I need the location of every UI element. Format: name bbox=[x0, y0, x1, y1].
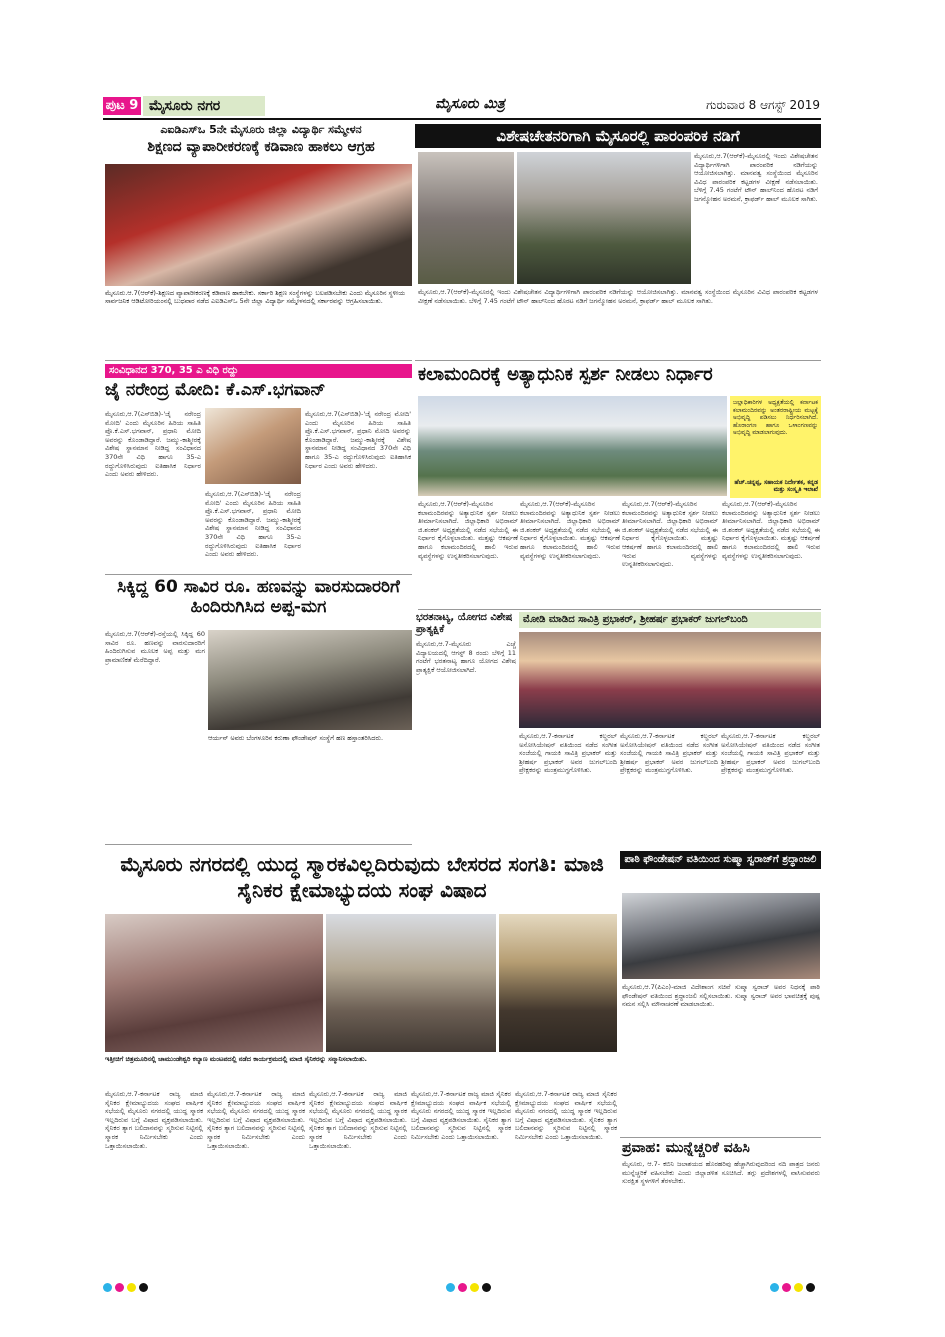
story8-body-col3: ಮೈಸೂರು,ಆ.7-ಕರ್ನಾಟಕ ರಾಜ್ಯ ಮಾಜಿ ಸೈನಿಕರ ಕ್ಷೇಮಾಭ್ಯುದಯ ಸಂಘದ ವಾರ್ಷಿಕ ಸಭೆಯಲ್ಲಿ ಮೈಸೂರು ನಗರದಲ್ಲಿ ಯುದ್ಧ ಸ್ಮಾರಕ ಇಲ್ಲದಿರುವ ಬಗ್ಗೆ ವಿಷಾದ ವ್ಯಕ್ತಪಡಿಸಲಾಯಿತು. ಸೈನಿಕರ ತ್ಯಾಗ ಬಲಿದಾನವನ್ನು ಸ್ಮರಿಸುವ ನಿಟ್ಟಿನಲ್ಲಿ ಸ್ಮಾರಕ ನಿರ್ಮಿಸಬೇಕು ಎಂದು ಒತ್ತಾಯಿಸಲಾಯಿತು. bbox=[309, 1090, 407, 1150]
masthead-logo: ಮೈಸೂರು ಮಿತ್ರ bbox=[435, 96, 505, 112]
story6-headline: ಭರತನಾಟ್ಯ, ಯೋಗದ ವಿಶೇಷ ಪ್ರಾತ್ಯಕ್ಷಿಕೆ bbox=[416, 612, 513, 635]
story4-headline: ಕಲಾಮಂದಿರಕ್ಕೆ ಅತ್ಯಾಧುನಿಕ ಸ್ಪರ್ಶ ನೀಡಲು ನಿರ್ಧಾರ bbox=[418, 364, 713, 385]
section-title: ಮೈಸೂರು ನಗರ bbox=[143, 96, 265, 116]
story3-headline: ಜೈ ನರೇಂದ್ರ ಮೋದಿ: ಕೆ.ಎಸ್.ಭಗವಾನ್ bbox=[105, 380, 326, 400]
story3-body-col1: ಮೈಸೂರು,ಆ.7(ಎಸ್‌ಬಿಡಿ)-'ಜೈ ನರೇಂದ್ರ ಮೋದಿ' ಎಂದು ಮೈಸೂರಿನ ಹಿರಿಯ ಸಾಹಿತಿ ಪ್ರೊ.ಕೆ.ಎಸ್.ಭಗವಾನ್, ಪ್ರಧಾನಿ ಮೋದಿ ಅವರನ್ನು ಕೊಂಡಾಡಿದ್ದಾರೆ. ಜಮ್ಮು-ಕಾಶ್ಮೀರಕ್ಕೆ ವಿಶೇಷ ಸ್ಥಾನಮಾನ ನೀಡಿದ್ದ ಸಂವಿಧಾನದ 370ನೇ ವಿಧಿ ಹಾಗೂ 35-ಎ ರದ್ದುಗೊಳಿಸಿರುವುದು ಐತಿಹಾಸಿಕ ನಿರ್ಧಾರ ಎಂದು ಅವರು ಹೇಳಿದರು. bbox=[105, 410, 201, 479]
story4-body-col4: ಮೈಸೂರು,ಆ.7(ಆರ್‌ಕೆ)-ಮೈಸೂರಿನ ಕಲಾಮಂದಿರವನ್ನು ಅತ್ಯಾಧುನಿಕ ಸ್ಪರ್ಶ ನೀಡಲು ತೀರ್ಮಾನಿಸಲಾಗಿದೆ. ಜಿಲ್ಲಾಧಿಕಾರಿ ಅಭಿರಾಮ್ ಜಿ.ಶಂಕರ್ ಅಧ್ಯಕ್ಷತೆಯಲ್ಲಿ ನಡೆದ ಸಭೆಯಲ್ಲಿ ಈ ನಿರ್ಧಾರ ಕೈಗೊಳ್ಳಲಾಯಿತು. ಮತ್ತಷ್ಟು ಆಕರ್ಷಣೆ ಹಾಗೂ ಕಲಾಮಂದಿರದಲ್ಲಿ ಹಾಲಿ ಇರುವ ವ್ಯವಸ್ಥೆಗಳನ್ನು ಉನ್ನತೀಕರಿಸಲಾಗುವುದು. bbox=[722, 500, 820, 560]
story8-body-col1: ಮೈಸೂರು,ಆ.7-ಕರ್ನಾಟಕ ರಾಜ್ಯ ಮಾಜಿ ಸೈನಿಕರ ಕ್ಷೇಮಾಭ್ಯುದಯ ಸಂಘದ ವಾರ್ಷಿಕ ಸಭೆಯಲ್ಲಿ ಮೈಸೂರು ನಗರದಲ್ಲಿ ಯುದ್ಧ ಸ್ಮಾರಕ ಇಲ್ಲದಿರುವ ಬಗ್ಗೆ ವಿಷಾದ ವ್ಯಕ್ತಪಡಿಸಲಾಯಿತು. ಸೈನಿಕರ ತ್ಯಾಗ ಬಲಿದಾನವನ್ನು ಸ್ಮರಿಸುವ ನಿಟ್ಟಿನಲ್ಲಿ ಸ್ಮಾರಕ ನಿರ್ಮಿಸಬೇಕು ಎಂದು ಒತ್ತಾಯಿಸಲಾಯಿತು. bbox=[105, 1090, 203, 1150]
registration-marks-left bbox=[103, 1277, 151, 1296]
registration-marks-center bbox=[446, 1277, 494, 1296]
story4-body-col1: ಮೈಸೂರು,ಆ.7(ಆರ್‌ಕೆ)-ಮೈಸೂರಿನ ಕಲಾಮಂದಿರವನ್ನು ಅತ್ಯಾಧುನಿಕ ಸ್ಪರ್ಶ ನೀಡಲು ತೀರ್ಮಾನಿಸಲಾಗಿದೆ. ಜಿಲ್ಲಾಧಿಕಾರಿ ಅಭಿರಾಮ್ ಜಿ.ಶಂಕರ್ ಅಧ್ಯಕ್ಷತೆಯಲ್ಲಿ ನಡೆದ ಸಭೆಯಲ್ಲಿ ಈ ನಿರ್ಧಾರ ಕೈಗೊಳ್ಳಲಾಯಿತು. ಮತ್ತಷ್ಟು ಆಕರ್ಷಣೆ ಹಾಗೂ ಕಲಾಮಂದಿರದಲ್ಲಿ ಹಾಲಿ ಇರುವ ವ್ಯವಸ್ಥೆಗಳನ್ನು ಉನ್ನತೀಕರಿಸಲಾಗುವುದು. bbox=[418, 500, 518, 560]
veterans-audience-photo bbox=[105, 914, 323, 1052]
heritage-walk-photo-1 bbox=[418, 152, 514, 284]
story3-kicker: ಸಂವಿಧಾನದ 370, 35 ಎ ವಿಧಿ ರದ್ದು bbox=[105, 364, 412, 378]
veterans-felicitation-photo bbox=[499, 914, 617, 1052]
story1-kicker: ಎಐಡಿಎಸ್‌ಒ 5ನೇ ಮೈಸೂರು ಜಿಲ್ಲಾ ವಿದ್ಯಾರ್ಥಿ ಸಮ್ಮೇಳನ bbox=[160, 123, 362, 136]
divider bbox=[415, 360, 821, 361]
story7-headline: ಮೋಡಿ ಮಾಡಿದ ಸಾವಿತ್ರಿ ಪ್ರಭಾಕರ್, ಶ್ರೀಹರ್ಷ ಪ್ರಭಾಕರ್ ಜುಗಲ್‌ಬಂದಿ bbox=[519, 612, 821, 628]
issue-date: ಗುರುವಾರ 8 ಆಗಸ್ಟ್ 2019 bbox=[706, 98, 820, 112]
bhagavan-portrait-photo bbox=[205, 408, 301, 484]
story5-caption: ಆರ್ಯನ್ ಅವರು ಬೆಂಗಳೂರಿನ ಕರುಣಾ ಫೌಂಡೇಷನ್ ಸಂಸ್ಥೆಗೆ ಹಣ ಹಸ್ತಾಂತರಿಸಿದರು. bbox=[208, 734, 384, 742]
kalamandira-building-photo bbox=[418, 396, 727, 496]
story5-headline: ಸಿಕ್ಕಿದ್ದ 60 ಸಾವಿರ ರೂ. ಹಣವನ್ನು ವಾರಸುದಾರರಿಗೆ ಹಿಂದಿರುಗಿಸಿದ ಅಪ್ಪ-ಮಗ bbox=[117, 577, 400, 617]
story5-body-col1: ಮೈಸೂರು,ಆ.7(ಆರ್‌ಕೆ)-ರಸ್ತೆಯಲ್ಲಿ ಸಿಕ್ಕಿದ್ದ 60 ಸಾವಿರ ರೂ. ಹಣವನ್ನು ವಾರಸುದಾರರಿಗೆ ಹಿಂದಿರುಗಿಸುವ ಮೂಲಕ ಅಪ್ಪ ಮತ್ತು ಮಗ ಪ್ರಾಮಾಣಿಕತೆ ಮೆರೆದಿದ್ದಾರೆ. bbox=[105, 630, 205, 664]
story4-sidebar-text: ಜಲ್ಲಾಧಿಕಾರಿಗಳ ಅಧ್ಯಕ್ಷತೆಯಲ್ಲಿ ಕರ್ನಾಟಕ ಕಲಾಮಂದಿರವನ್ನು ಅಂತರರಾಷ್ಟ್ರೀಯ ಮಟ್ಟಕ್ಕೆ ಅಭಿವೃದ್ಧಿ ಪಡಿಸಲು ನಿರ್ಧರಿಸಲಾಗಿದೆ. ಹೊರಾಂಗಣ ಹಾಗೂ ಒಳಾಂಗಣವನ್ನು ಅಭಿವೃದ್ಧಿ ಮಾಡಲಾಗುವುದು. bbox=[733, 399, 818, 437]
story7-body-col2: ಮೈಸೂರು,ಆ.7-ಕರ್ನಾಟಕ ಕಲ್ಚರಲ್ ಅಸೋಸಿಯೇಷನ್ ವತಿಯಿಂದ ನಡೆದ ಸಂಗೀತ ಸಂಜೆಯಲ್ಲಿ ಗಾಯಕಿ ಸಾವಿತ್ರಿ ಪ್ರಭಾಕರ್ ಮತ್ತು ಶ್ರೀಹರ್ಷ ಪ್ರಭಾಕರ್ ಅವರ ಜುಗಲ್‌ಬಂದಿ ಪ್ರೇಕ್ಷಕರನ್ನು ಮಂತ್ರಮುಗ್ಧಗೊಳಿಸಿತು. bbox=[620, 732, 718, 775]
story2-body-continued: ಮೈಸೂರು,ಆ.7(ಆರ್‌ಕೆ)-ಮೈಸೂರಲ್ಲಿ ಇಂದು ವಿಶೇಷಚೇತನ ವಿದ್ಯಾರ್ಥಿಗಳಿಗಾಗಿ ಪಾರಂಪರಿಕ ನಡಿಗೆಯನ್ನು ಆಯೋಜಿಸಲಾಗಿತ್ತು. ಮಾನವತ್ವ ಸಂಸ್ಥೆಯಿಂದ ಮೈಸೂರಿನ ವಿವಿಧ ಪಾರಂಪರಿಕ ಕಟ್ಟಡಗಳ ವೀಕ್ಷಣೆ ನಡೆಸಲಾಯಿತು. ಬೆಳಿಗ್ಗೆ 7.45 ಗಂಟೆಗೆ ಟೌನ್ ಹಾಲ್‌ನಿಂದ ಹೊರಟ ನಡಿಗೆ ಜಗನ್ಮೋಹನ ಅರಮನೆ, ಕ್ರಾಫರ್ಡ್ ಹಾಲ್ ಮೂಲಕ ಸಾಗಿತು. bbox=[418, 288, 818, 305]
story10-body: ಮೈಸೂರು, ಆ.7- ಕಬಿನಿ ಜಲಾಶಯದ ಹೊರಹರಿವು ಹೆಚ್ಚಾಗಿರುವುದರಿಂದ ನದಿ ಪಾತ್ರದ ಜನರು ಮುನ್ನೆಚ್ಚರಿಕೆ ವಹಿಸಬೇಕು ಎಂದು ಜಿಲ್ಲಾಡಳಿತ ಸೂಚಿಸಿದೆ. ತಗ್ಗು ಪ್ರದೇಶಗಳಲ್ಲಿ ವಾಸಿಸುವವರು ಸುರಕ್ಷಿತ ಸ್ಥಳಗಳಿಗೆ ತೆರಳಬೇಕು. bbox=[622, 1160, 820, 1186]
story10-headline: ಪ್ರವಾಹ: ಮುನ್ನೆಚ್ಚರಿಕೆ ವಹಿಸಿ bbox=[622, 1140, 750, 1156]
divider bbox=[105, 360, 412, 361]
story8-headline: ಮೈಸೂರು ನಗರದಲ್ಲಿ ಯುದ್ಧ ಸ್ಮಾರಕವಿಲ್ಲದಿರುವುದು ಬೇಸರದ ಸಂಗತಿ: ಮಾಜಿ ಸೈನಿಕರ ಕ್ಷೇಮಾಭ್ಯುದಯ ಸಂಘ ವಿಷಾದ bbox=[120, 852, 604, 902]
story1-caption: ಮೈಸೂರು.ಆ.7(ಆರ್‌ಕೆ)-ಶಿಕ್ಷಣದ ವ್ಯಾಪಾರೀಕರಣಕ್ಕೆ ಕಡಿವಾಣ ಹಾಕಬೇಕು. ಸರ್ಕಾರಿ ಶಿಕ್ಷಣ ಸಂಸ್ಥೆಗಳನ್ನು ಬಲಪಡಿಸಬೇಕು ಎಂದು ಮೈಸೂರಿನ ಸ್ಥಳೀಯ ಸಾರ್ವಜನಿಕ ಆಡಿಟೋರಿಯಂನಲ್ಲಿ ಬುಧವಾರ ನಡೆದ ಎಐಡಿಎಸ್‌ಒ 5ನೇ ಜಿಲ್ಲಾ ವಿದ್ಯಾರ್ಥಿ ಸಮ್ಮೇಳನದಲ್ಲಿ ಸರ್ಕಾರವನ್ನು ಆಗ್ರಹಿಸಲಾಯಿತು. bbox=[105, 289, 406, 306]
divider bbox=[105, 844, 412, 845]
divider bbox=[620, 1137, 821, 1138]
story2-body: ಮೈಸೂರು,ಆ.7(ಆರ್‌ಕೆ)-ಮೈಸೂರಲ್ಲಿ ಇಂದು ವಿಶೇಷಚೇತನ ವಿದ್ಯಾರ್ಥಿಗಳಿಗಾಗಿ ಪಾರಂಪರಿಕ ನಡಿಗೆಯನ್ನು ಆಯೋಜಿಸಲಾಗಿತ್ತು. ಮಾನವತ್ವ ಸಂಸ್ಥೆಯಿಂದ ಮೈಸೂರಿನ ವಿವಿಧ ಪಾರಂಪರಿಕ ಕಟ್ಟಡಗಳ ವೀಕ್ಷಣೆ ನಡೆಸಲಾಯಿತು. ಬೆಳಿಗ್ಗೆ 7.45 ಗಂಟೆಗೆ ಟೌನ್ ಹಾಲ್‌ನಿಂದ ಹೊರಟ ನಡಿಗೆ ಜಗನ್ಮೋಹನ ಅರಮನೆ, ಕ್ರಾಫರ್ಡ್ ಹಾಲ್ ಮೂಲಕ ಸಾಗಿತು. bbox=[694, 152, 818, 203]
story9-headline-line1: ಪಾಠಿ ಫೌಂಡೇಷನ್ ವತಿಯಿಂದ ಸುಷ್ಮಾ ಸ್ವರಾಜ್‌ಗೆ ಶ್ರದ್ಧಾಂಜಲಿ bbox=[620, 851, 821, 869]
story3-body-col2: ಮೈಸೂರು,ಆ.7(ಎಸ್‌ಬಿಡಿ)-'ಜೈ ನರೇಂದ್ರ ಮೋದಿ' ಎಂದು ಮೈಸೂರಿನ ಹಿರಿಯ ಸಾಹಿತಿ ಪ್ರೊ.ಕೆ.ಎಸ್.ಭಗವಾನ್, ಪ್ರಧಾನಿ ಮೋದಿ ಅವರನ್ನು ಕೊಂಡಾಡಿದ್ದಾರೆ. ಜಮ್ಮು-ಕಾಶ್ಮೀರಕ್ಕೆ ವಿಶೇಷ ಸ್ಥಾನಮಾನ ನೀಡಿದ್ದ ಸಂವಿಧಾನದ 370ನೇ ವಿಧಿ ಹಾಗೂ 35-ಎ ರದ್ದುಗೊಳಿಸಿರುವುದು ಐತಿಹಾಸಿಕ ನಿರ್ಧಾರ ಎಂದು ಅವರು ಹೇಳಿದರು. bbox=[205, 490, 301, 559]
story9-body: ಮೈಸೂರು,ಆ.7(ಪಿಎಂ)-ಮಾಜಿ ವಿದೇಶಾಂಗ ಸಚಿವೆ ಸುಷ್ಮಾ ಸ್ವರಾಜ್ ಅವರ ನಿಧನಕ್ಕೆ ಪಾಠಿ ಫೌಂಡೇಷನ್ ವತಿಯಿಂದ ಶ್ರದ್ಧಾಂಜಲಿ ಸಲ್ಲಿಸಲಾಯಿತು. ಸುಷ್ಮಾ ಸ್ವರಾಜ್ ಅವರ ಭಾವಚಿತ್ರಕ್ಕೆ ಪುಷ್ಪ ನಮನ ಸಲ್ಲಿಸಿ ಮೌನಾಚರಣೆ ಮಾಡಲಾಯಿತು. bbox=[622, 983, 820, 1009]
page-number-badge: ಪುಟ 9 bbox=[103, 97, 141, 115]
music-concert-photo bbox=[519, 632, 821, 728]
divider bbox=[418, 609, 821, 610]
header-divider bbox=[103, 118, 821, 120]
story4-sidebar-box bbox=[730, 396, 821, 498]
story1-headline: ಶಿಕ್ಷಣದ ವ್ಯಾಪಾರೀಕರಣಕ್ಕೆ ಕಡಿವಾಣ ಹಾಕಲು ಆಗ್ರಹ bbox=[147, 139, 375, 155]
student-rally-photo bbox=[105, 164, 412, 286]
story4-body-col3: ಮೈಸೂರು,ಆ.7(ಆರ್‌ಕೆ)-ಮೈಸೂರಿನ ಕಲಾಮಂದಿರವನ್ನು ಅತ್ಯಾಧುನಿಕ ಸ್ಪರ್ಶ ನೀಡಲು ತೀರ್ಮಾನಿಸಲಾಗಿದೆ. ಜಿಲ್ಲಾಧಿಕಾರಿ ಅಭಿರಾಮ್ ಜಿ.ಶಂಕರ್ ಅಧ್ಯಕ್ಷತೆಯಲ್ಲಿ ನಡೆದ ಸಭೆಯಲ್ಲಿ ಈ ನಿರ್ಧಾರ ಕೈಗೊಳ್ಳಲಾಯಿತು. ಮತ್ತಷ್ಟು ಆಕರ್ಷಣೆ ಹಾಗೂ ಕಲಾಮಂದಿರದಲ್ಲಿ ಹಾಲಿ ಇರುವ ವ್ಯವಸ್ಥೆಗಳನ್ನು ಉನ್ನತೀಕರಿಸಲಾಗುವುದು. bbox=[622, 500, 718, 569]
story4-body-col2: ಮೈಸೂರು,ಆ.7(ಆರ್‌ಕೆ)-ಮೈಸೂರಿನ ಕಲಾಮಂದಿರವನ್ನು ಅತ್ಯಾಧುನಿಕ ಸ್ಪರ್ಶ ನೀಡಲು ತೀರ್ಮಾನಿಸಲಾಗಿದೆ. ಜಿಲ್ಲಾಧಿಕಾರಿ ಅಭಿರಾಮ್ ಜಿ.ಶಂಕರ್ ಅಧ್ಯಕ್ಷತೆಯಲ್ಲಿ ನಡೆದ ಸಭೆಯಲ್ಲಿ ಈ ನಿರ್ಧಾರ ಕೈಗೊಳ್ಳಲಾಯಿತು. ಮತ್ತಷ್ಟು ಆಕರ್ಷಣೆ ಹಾಗೂ ಕಲಾಮಂದಿರದಲ್ಲಿ ಹಾಲಿ ಇರುವ ವ್ಯವಸ್ಥೆಗಳನ್ನು ಉನ್ನತೀಕರಿಸಲಾಗುವುದು. bbox=[520, 500, 620, 560]
veterans-stage-photo bbox=[326, 914, 496, 1052]
heritage-walk-photo-2 bbox=[517, 152, 691, 284]
story2-headline: ವಿಶೇಷಚೇತನರಿಗಾಗಿ ಮೈಸೂರಲ್ಲಿ ಪಾರಂಪರಿಕ ನಡಿಗೆ bbox=[415, 124, 821, 148]
story8-body-col5: ಮೈಸೂರು,ಆ.7-ಕರ್ನಾಟಕ ರಾಜ್ಯ ಮಾಜಿ ಸೈನಿಕರ ಕ್ಷೇಮಾಭ್ಯುದಯ ಸಂಘದ ವಾರ್ಷಿಕ ಸಭೆಯಲ್ಲಿ ಮೈಸೂರು ನಗರದಲ್ಲಿ ಯುದ್ಧ ಸ್ಮಾರಕ ಇಲ್ಲದಿರುವ ಬಗ್ಗೆ ವಿಷಾದ ವ್ಯಕ್ತಪಡಿಸಲಾಯಿತು. ಸೈನಿಕರ ತ್ಯಾಗ ಬಲಿದಾನವನ್ನು ಸ್ಮರಿಸುವ ನಿಟ್ಟಿನಲ್ಲಿ ಸ್ಮಾರಕ ನಿರ್ಮಿಸಬೇಕು ಎಂದು ಒತ್ತಾಯಿಸಲಾಯಿತು. bbox=[515, 1090, 617, 1141]
registration-marks-right bbox=[770, 1277, 818, 1296]
money-return-photo bbox=[208, 630, 412, 730]
story8-body-col2: ಮೈಸೂರು,ಆ.7-ಕರ್ನಾಟಕ ರಾಜ್ಯ ಮಾಜಿ ಸೈನಿಕರ ಕ್ಷೇಮಾಭ್ಯುದಯ ಸಂಘದ ವಾರ್ಷಿಕ ಸಭೆಯಲ್ಲಿ ಮೈಸೂರು ನಗರದಲ್ಲಿ ಯುದ್ಧ ಸ್ಮಾರಕ ಇಲ್ಲದಿರುವ ಬಗ್ಗೆ ವಿಷಾದ ವ್ಯಕ್ತಪಡಿಸಲಾಯಿತು. ಸೈನಿಕರ ತ್ಯಾಗ ಬಲಿದಾನವನ್ನು ಸ್ಮರಿಸುವ ನಿಟ್ಟಿನಲ್ಲಿ ಸ್ಮಾರಕ ನಿರ್ಮಿಸಬೇಕು ಎಂದು ಒತ್ತಾಯಿಸಲಾಯಿತು. bbox=[207, 1090, 305, 1150]
story3-body-col3: ಮೈಸೂರು,ಆ.7(ಎಸ್‌ಬಿಡಿ)-'ಜೈ ನರೇಂದ್ರ ಮೋದಿ' ಎಂದು ಮೈಸೂರಿನ ಹಿರಿಯ ಸಾಹಿತಿ ಪ್ರೊ.ಕೆ.ಎಸ್.ಭಗವಾನ್, ಪ್ರಧಾನಿ ಮೋದಿ ಅವರನ್ನು ಕೊಂಡಾಡಿದ್ದಾರೆ. ಜಮ್ಮು-ಕಾಶ್ಮೀರಕ್ಕೆ ವಿಶೇಷ ಸ್ಥಾನಮಾನ ನೀಡಿದ್ದ ಸಂವಿಧಾನದ 370ನೇ ವಿಧಿ ಹಾಗೂ 35-ಎ ರದ್ದುಗೊಳಿಸಿರುವುದು ಐತಿಹಾಸಿಕ ನಿರ್ಧಾರ ಎಂದು ಅವರು ಹೇಳಿದರು. bbox=[305, 410, 411, 470]
story7-body-col1: ಮೈಸೂರು,ಆ.7-ಕರ್ನಾಟಕ ಕಲ್ಚರಲ್ ಅಸೋಸಿಯೇಷನ್ ವತಿಯಿಂದ ನಡೆದ ಸಂಗೀತ ಸಂಜೆಯಲ್ಲಿ ಗಾಯಕಿ ಸಾವಿತ್ರಿ ಪ್ರಭಾಕರ್ ಮತ್ತು ಶ್ರೀಹರ್ಷ ಪ್ರಭಾಕರ್ ಅವರ ಜುಗಲ್‌ಬಂದಿ ಪ್ರೇಕ್ಷಕರನ್ನು ಮಂತ್ರಮುಗ್ಧಗೊಳಿಸಿತು. bbox=[519, 732, 617, 775]
divider bbox=[105, 574, 412, 575]
story6-body: ಮೈಸೂರು,ಆ.7-ಮೈಸೂರು ಎಚ್ಚೆ ವಿದ್ಯಾಲಯದಲ್ಲಿ ಆಗಸ್ಟ್ 8 ರಂದು ಬೆಳಿಗ್ಗೆ 11 ಗಂಟೆಗೆ ಭರತನಾಟ್ಯ ಹಾಗೂ ಯೋಗದ ವಿಶೇಷ ಪ್ರಾತ್ಯಕ್ಷಿಕೆ ಆಯೋಜಿಸಲಾಗಿದೆ. bbox=[416, 640, 516, 674]
story8-body-col4: ಮೈಸೂರು,ಆ.7-ಕರ್ನಾಟಕ ರಾಜ್ಯ ಮಾಜಿ ಸೈನಿಕರ ಕ್ಷೇಮಾಭ್ಯುದಯ ಸಂಘದ ವಾರ್ಷಿಕ ಸಭೆಯಲ್ಲಿ ಮೈಸೂರು ನಗರದಲ್ಲಿ ಯುದ್ಧ ಸ್ಮಾರಕ ಇಲ್ಲದಿರುವ ಬಗ್ಗೆ ವಿಷಾದ ವ್ಯಕ್ತಪಡಿಸಲಾಯಿತು. ಸೈನಿಕರ ತ್ಯಾಗ ಬಲಿದಾನವನ್ನು ಸ್ಮರಿಸುವ ನಿಟ್ಟಿನಲ್ಲಿ ಸ್ಮಾರಕ ನಿರ್ಮಿಸಬೇಕು ಎಂದು ಒತ್ತಾಯಿಸಲಾಯಿತು. bbox=[411, 1090, 511, 1141]
tribute-photo bbox=[622, 893, 820, 979]
story8-caption: ಇತ್ತೀಚಿಗೆ ಚಿತ್ರಮೂರಿನಲ್ಲಿ ಚಾಮುಂಡೇಶ್ವರಿ ಕಲ್ಯಾಣ ಮಂಟಪದಲ್ಲಿ ನಡೆದ ಕಾರ್ಯಕ್ರಮದಲ್ಲಿ ಮಾಜಿ ಸೈನಿಕರನ್ನು ಸನ್ಮಾನಿಸಲಾಯಿತು. bbox=[105, 1055, 368, 1063]
story7-body-col3: ಮೈಸೂರು,ಆ.7-ಕರ್ನಾಟಕ ಕಲ್ಚರಲ್ ಅಸೋಸಿಯೇಷನ್ ವತಿಯಿಂದ ನಡೆದ ಸಂಗೀತ ಸಂಜೆಯಲ್ಲಿ ಗಾಯಕಿ ಸಾವಿತ್ರಿ ಪ್ರಭಾಕರ್ ಮತ್ತು ಶ್ರೀಹರ್ಷ ಪ್ರಭಾಕರ್ ಅವರ ಜುಗಲ್‌ಬಂದಿ ಪ್ರೇಕ್ಷಕರನ್ನು ಮಂತ್ರಮುಗ್ಧಗೊಳಿಸಿತು. bbox=[721, 732, 820, 775]
story4-sidebar-name: ಹೆಚ್.ಚನ್ನಪ್ಪ, ಸಹಾಯಕ ನಿರ್ದೇಶಕ, ಕನ್ನಡ ಮತ್ತು ಸಂಸ್ಕೃತಿ ಇಲಾಖೆ bbox=[734, 479, 818, 493]
